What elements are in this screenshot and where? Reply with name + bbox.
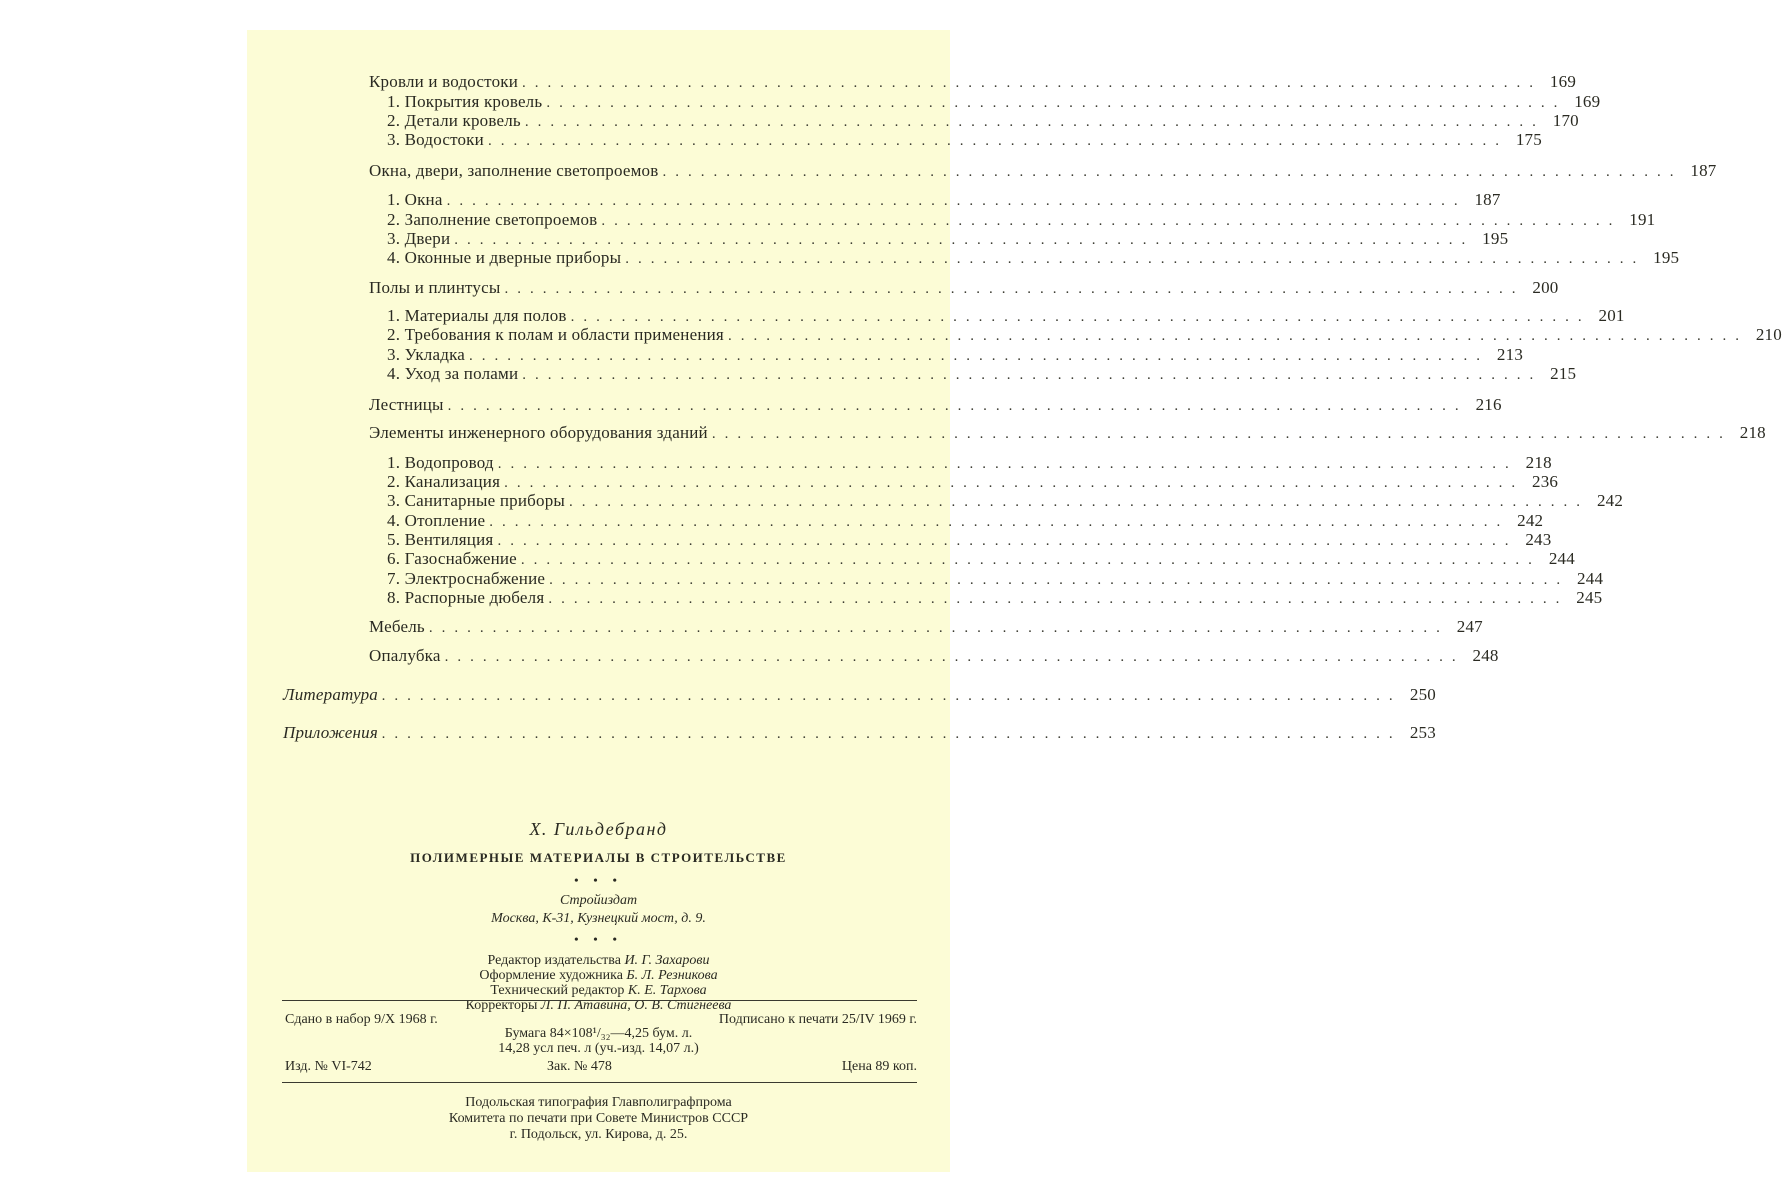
toc-entry-label: 4. Уход за полами: [387, 364, 519, 383]
staff-name: И. Г. Захарови: [624, 953, 710, 968]
imprint-edition: Изд. № VI-742: [285, 1059, 372, 1074]
imprint-sent: Сдано в набор 9/X 1968 г.: [285, 1012, 438, 1027]
ornament-divider-2: • • •: [574, 932, 623, 946]
toc-entry: [387, 92, 1601, 113]
toc-entry-page: 216: [1475, 395, 1502, 414]
toc-entry-label: Элементы инженерного оборудования зданий: [369, 423, 708, 442]
toc-entry: [387, 210, 1656, 231]
toc-leader-dots: ................................................................................: [569, 494, 1590, 510]
toc-leader-dots: ................................................................................: [727, 328, 1748, 344]
toc-entry: [283, 723, 1436, 744]
staff-role: Корректоры: [465, 998, 538, 1013]
toc-entry-page: 253: [1409, 723, 1436, 742]
toc-entry: [387, 229, 1509, 250]
toc-leader-dots: ................................................................................: [522, 367, 1543, 383]
toc-entry-label: 6. Газоснабжение: [387, 549, 517, 568]
toc-entry: [369, 161, 1717, 182]
book-title: ПОЛИМЕРНЫЕ МАТЕРИАЛЫ В СТРОИТЕЛЬСТВЕ: [410, 850, 787, 865]
toc-entry: [387, 491, 1624, 512]
toc-leader-dots: ................................................................................: [446, 193, 1467, 209]
toc-entry: [387, 190, 1501, 211]
toc-leader-dots: ................................................................................: [601, 213, 1622, 229]
toc-entry-page: 169: [1549, 72, 1577, 91]
toc-entry-page: 210: [1755, 325, 1782, 344]
toc-entry-label: Лестницы: [369, 395, 444, 414]
toc-leader-dots: ................................................................................: [489, 514, 1510, 530]
toc-entry: [387, 111, 1579, 132]
toc-entry-page: 200: [1532, 278, 1559, 297]
staff-name: Л. П. Атавина, О. В. Стигнеева: [540, 998, 732, 1013]
toc-entry: [387, 472, 1559, 493]
toc-entry-label: 4. Оконные и дверные приборы: [387, 248, 622, 267]
toc-entry-page: 195: [1653, 248, 1680, 267]
toc-entry-label: Приложения: [283, 723, 378, 742]
toc-entry-label: 1. Покрытия кровель: [387, 92, 543, 111]
toc-entry: [369, 395, 1502, 416]
toc-entry-label: 3. Санитарные приборы: [387, 491, 566, 510]
toc-entry-label: 1. Водопровод: [387, 453, 494, 472]
toc-entry-page: 213: [1496, 345, 1524, 364]
toc-entry: [283, 685, 1437, 706]
toc-entry-label: Окна, двери, заполнение светопроемов: [369, 161, 659, 180]
publisher-name: Стройиздат: [559, 893, 638, 908]
toc-entry-label: Полы и плинтусы: [369, 278, 501, 297]
toc-entry: [387, 364, 1577, 385]
toc-entry: [387, 588, 1603, 609]
imprint-sheets: 14,28 усл печ. л (уч.-изд. 14,07 л.): [498, 1041, 699, 1056]
toc-leader-dots: ................................................................................: [469, 348, 1490, 364]
toc-leader-dots: ................................................................................: [549, 572, 1570, 588]
toc-leader-dots: ................................................................................: [444, 649, 1465, 665]
staff-list: [247, 953, 950, 1013]
toc-entry-page: 195: [1482, 229, 1509, 248]
toc-entry-page: 250: [1409, 685, 1437, 704]
toc-leader-dots: ................................................................................: [497, 533, 1518, 549]
toc-entry-page: 243: [1525, 530, 1552, 549]
toc-entry-page: 244: [1577, 569, 1604, 588]
toc-entry: [387, 569, 1604, 590]
toc-entry: [369, 617, 1483, 638]
imprint-top-rule: [282, 1000, 917, 1001]
toc-leader-dots: ................................................................................: [711, 426, 1732, 442]
imprint-paper: Бумага 84×108¹/₃₂—4,25 бум. л.: [504, 1026, 693, 1041]
toc-leader-dots: ................................................................................: [504, 281, 1525, 297]
toc-leader-dots: ................................................................................: [520, 552, 1541, 568]
toc-entry: [387, 453, 1552, 474]
author-name: Х. Гильдебранд: [529, 819, 668, 839]
toc-entry: [387, 306, 1625, 327]
toc-entry: [369, 423, 1766, 444]
toc-entry-page: 187: [1474, 190, 1501, 209]
staff-role: Редактор издательства: [487, 953, 621, 968]
toc-leader-dots: ................................................................................: [428, 620, 1449, 636]
toc-entry-label: 3. Двери: [387, 229, 451, 248]
imprint-bottom-rule: [282, 1082, 917, 1083]
toc-leader-dots: ................................................................................: [487, 133, 1508, 149]
staff-role: Технический редактор: [490, 983, 625, 998]
staff-row: [247, 968, 950, 983]
toc-leader-dots: ................................................................................: [524, 114, 1545, 130]
toc-entry-page: 242: [1596, 491, 1624, 510]
toc-entry-label: 2. Заполнение светопроемов: [387, 210, 598, 229]
toc-leader-dots: ................................................................................: [625, 251, 1646, 267]
toc-entry: [369, 646, 1499, 667]
toc-leader-dots: ................................................................................: [548, 591, 1569, 607]
toc-entry-label: 8. Распорные дюбеля: [387, 588, 545, 607]
toc-entry-page: 236: [1532, 472, 1559, 491]
staff-name: К. Е. Тархова: [627, 983, 707, 998]
publisher-address: Москва, К-31, Кузнецкий мост, д. 9.: [491, 911, 706, 926]
toc-entry: [387, 511, 1544, 532]
toc-entry-label: 7. Электроснабжение: [387, 569, 546, 588]
book-page: [247, 30, 1782, 1172]
toc-entry-label: Мебель: [369, 617, 425, 636]
toc-entry-page: 170: [1552, 111, 1579, 130]
toc-entry-page: 247: [1456, 617, 1483, 636]
toc-leader-dots: ................................................................................: [454, 232, 1475, 248]
toc-entry-label: Опалубка: [369, 646, 441, 665]
toc-entry: [387, 248, 1680, 269]
staff-name: Б. Л. Резникова: [626, 968, 718, 983]
printer-line: Комитета по печати при Совете Министров СССР: [448, 1111, 749, 1126]
printer-line: г. Подольск, ул. Кирова, д. 25.: [509, 1127, 688, 1142]
ornament-divider: • • •: [574, 873, 623, 887]
printer-line: Подольская типография Главполиграфпрома: [465, 1095, 732, 1110]
toc-entry-page: 191: [1629, 210, 1656, 229]
toc-leader-dots: ................................................................................: [447, 398, 1468, 414]
toc-entry-page: 218: [1525, 453, 1552, 472]
toc-leader-dots: ................................................................................: [546, 95, 1567, 111]
toc-entry-page: 248: [1472, 646, 1499, 665]
staff-row: [247, 953, 950, 968]
toc-entry-label: 3. Водостоки: [387, 130, 484, 149]
toc-entry-page: 242: [1517, 511, 1544, 530]
toc-entry-label: 1. Окна: [387, 190, 443, 209]
toc-leader-dots: ................................................................................: [382, 688, 1403, 704]
staff-role: Оформление художника: [479, 968, 623, 983]
toc-entry-page: 244: [1548, 549, 1575, 568]
toc-entry-label: Литература: [283, 685, 379, 704]
toc-entry: [369, 278, 1559, 299]
toc-entry-label: 4. Отопление: [387, 511, 486, 530]
toc-leader-dots: ................................................................................: [662, 164, 1683, 180]
toc-entry-label: 2. Требования к полам и области применения: [387, 325, 724, 344]
toc-entry-page: 169: [1574, 92, 1601, 111]
toc-entry: [387, 345, 1524, 366]
imprint-order: Зак. № 478: [547, 1059, 612, 1074]
toc-entry-label: 2. Канализация: [387, 472, 501, 491]
toc-entry-page: 215: [1550, 364, 1577, 383]
imprint-signed: Подписано к печати 25/IV 1969 г.: [718, 1012, 917, 1027]
toc-entry-page: 201: [1598, 306, 1625, 325]
toc-entry-label: 5. Вентиляция: [387, 530, 494, 549]
toc-leader-dots: ................................................................................: [381, 726, 1402, 742]
staff-row: [247, 983, 950, 998]
imprint-price: Цена 89 коп.: [841, 1059, 917, 1074]
toc-leader-dots: ................................................................................: [522, 75, 1543, 91]
toc-entry-label: Кровли и водостоки: [369, 72, 519, 91]
toc-entry: [387, 130, 1542, 151]
toc-entry-label: 1. Материалы для полов: [387, 306, 567, 325]
toc-entry: [387, 549, 1575, 570]
toc-entry-page: 187: [1690, 161, 1717, 180]
toc-entry-label: 3. Укладка: [387, 345, 466, 364]
toc-entry: [369, 72, 1577, 93]
toc-entry-page: 175: [1515, 130, 1542, 149]
toc-entry: [387, 530, 1552, 551]
toc-leader-dots: ................................................................................: [570, 309, 1591, 325]
toc-leader-dots: ................................................................................: [497, 456, 1518, 472]
toc-entry-label: 2. Детали кровель: [387, 111, 521, 130]
toc-entry-page: 218: [1739, 423, 1766, 442]
toc-entry: [387, 325, 1782, 346]
toc-leader-dots: ................................................................................: [504, 475, 1525, 491]
toc-entry-page: 245: [1576, 588, 1603, 607]
